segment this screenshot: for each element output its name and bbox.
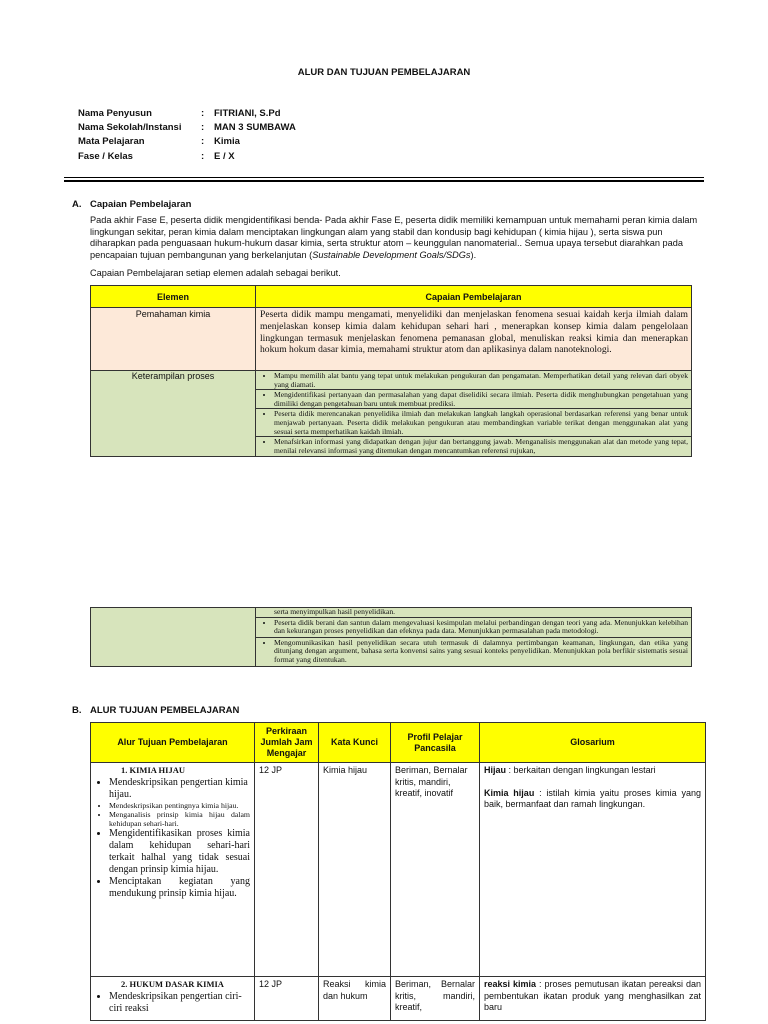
cp-table [90,285,692,457]
meta-label: Nama Penyusun [78,108,152,119]
atp-goal-item: • Mendeskripsikan pengertian kimia hijau. [109,777,250,801]
cp-table-continued [90,607,692,667]
atp-header-hours: Perkiraan Jumlah Jam Mengajar [255,723,319,763]
section-number: B. [72,705,82,716]
meta-colon: : [201,136,205,147]
atp-goal-item: • Menciptakan kegiatan yang mendukung prinsip kimia hijau. [109,876,250,900]
section-number: A. [72,199,82,210]
atp-goal-cell [91,977,255,1021]
atp-goal-item: • Mendeskripsikan pentingnya kimia hijau. [109,801,250,810]
achievement-cell [256,390,692,409]
table-row [91,763,706,977]
meta-colon: : [201,108,205,119]
cp-header-achievement: Capaian Pembelajaran [256,286,692,308]
atp-goal-cell [91,763,255,977]
achievement-item: • Menafsirkan informasi yang didapatkan dengan jujur dan bertanggung jawab. Menganalisis menggunakan alat dan metode yang tepat, menilai relevansi informasi yang ditemukan dengan mencantumkan referensi rujukan, [274,438,688,455]
achievement-continuation: serta menyimpulkan hasil penyelidikan. [256,608,692,618]
element-cell: Keterampilan proses [91,371,256,390]
atp-glossary-cell [480,977,706,1021]
divider [64,180,704,182]
atp-topic-heading: 1. KIMIA HIJAU [121,765,185,775]
achievement-cell: Peserta didik mampu mengamati, menyelidiki dan menjelaskan fenomena sesuai kaidah kerja ilmiah dalam menjelaskan konsep kimia dalam kehidupan sehari hari , menerapkan konsep kimia dalam pengelolaan lingkungan termasuk menjelaskan fenomena pemanasan global, menuliskan reaksi kimia dan menerapkan hokum hokum dasar kimia, memahami struktur atom dan aplikasinya dalam nanoteknologi. [256,308,692,371]
achievement-cell [256,371,692,390]
glossary-entry [484,765,701,777]
atp-header-keyword: Kata Kunci [319,723,391,763]
section-b-heading [72,705,472,717]
cp-paragraph [90,215,704,261]
atp-header-profile: Profil Pelajar Pancasila [391,723,480,763]
glossary-term: reaksi kimia [484,979,537,989]
glossary-definition: : proses pemutusan ikatan pereaksi dan pembentukan ikatan produk yang menghasilkan zat baru [484,979,701,1012]
atp-table [90,722,706,1021]
atp-goal-item: • Mengidentifikasikan proses kimia dalam kehidupan sehari-hari terkait halhal yang tidak sesuai dengan prinsip kimia hijau. [109,828,250,876]
achievement-cell [256,637,692,666]
atp-goal-item: • Menganalisis prinsip kimia hijau dalam kehidupan sehari-hari. [109,810,250,828]
table-row [91,977,706,1021]
atp-glossary-cell [480,763,706,977]
achievement-cell [256,617,692,637]
atp-hours-cell: 12 JP [255,977,319,1021]
cp-intro: Capaian Pembelajaran setiap elemen adalah sebagai berikut. [90,268,341,278]
atp-topic-heading: 2. HUKUM DASAR KIMIA [121,979,224,989]
cp-paragraph-italic: Sustainable Development Goals/SDGs [312,249,471,260]
atp-header-glossary: Glosarium [480,723,706,763]
achievement-item: • Mampu memilih alat bantu yang tepat untuk melakukan pengukuran dan pengamatan. Memperhatikan detail yang relevan dari obyek yang diamati. [274,372,688,389]
meta-value: FITRIANI, S.Pd [214,108,281,119]
meta-label: Mata Pelajaran [78,136,145,147]
meta-colon: : [201,122,205,133]
meta-value: Kimia [214,136,240,147]
cp-header-element: Elemen [91,286,256,308]
meta-value: MAN 3 SUMBAWA [214,122,296,133]
achievement-item: • Mengidentifikasi pertanyaan dan permasalahan yang dapat diselidiki secara ilmiah. Peserta didik menghubungkan pengetahuan yang dimiliki dengan pengetahuan baru untuk membuat prediksi. [274,391,688,408]
achievement-item: • Peserta didik berani dan santun dalam mengevaluasi kesimpulan melalui perbandingan dengan teori yang ada. Menunjukkan kelebihan dan kekurangan proses penyelidikan dan efeknya pada data. Menunjukkan permasalahan pada metodologi. [274,619,688,636]
atp-header-goal: Alur Tujuan Pembelajaran [91,723,255,763]
glossary-term: Hijau [484,765,507,775]
meta-label: Fase / Kelas [78,151,133,162]
achievement-item: • Peserta didik merencanakan penyelidika ilmiah dan melakukan langkah langkah operasional berdasarkan referensi yang benar untuk menjawab pertanyaan. Peserta didik melakukan pengukuran atau membandingkan variable terikat dengan menggunakan alat yang sesuai serta memperhatikan kaidah ilmiah. [274,410,688,436]
glossary-definition: : berkaitan dengan lingkungan lestari [506,765,656,775]
atp-keyword-cell: Reaksi kimia dan hukum [319,977,391,1021]
cp-paragraph-text: Pada akhir Fase E, peserta didik mengidentifikasi benda- Pada akhir Fase E, peserta didik memiliki kemampuan untuk memahami peran kimia dalam lingkungan sekitar, peran kimia dalam menciptakan lingkungan alam yang stabil dan kondusip bagi kehidupan ( kimia hijau ), serta siswa pun diharapkan pada penguasaan hukum-hukum dasar kimia, serta struktur atom – keunggulan nanomaterial.. Semua upaya tersebut diarahkan pada pencapaian tujuan pembangunan yang berkelanjutan ( [90,215,698,260]
section-title: Capaian Pembelajaran [90,199,192,210]
glossary-entry [484,788,701,811]
section-title: ALUR TUJUAN PEMBELAJARAN [90,705,240,716]
atp-profile-cell: Beriman, Bernalar kritis, mandiri, kreatif, inovatif [391,763,480,977]
atp-keyword-cell: Kimia hijau [319,763,391,977]
section-a-heading [72,199,372,211]
achievement-cell [256,409,692,437]
glossary-definition: : istilah kimia yaitu proses kimia yang baik, bermanfaat dan ramah lingkungan. [484,787,702,809]
meta-value: E / X [214,151,235,162]
atp-profile-cell: Beriman, Bernalar kritis, mandiri, kreatif, [391,977,480,1021]
meta-label: Nama Sekolah/Instansi [78,122,182,133]
divider [64,177,704,178]
glossary-entry [484,979,701,1014]
achievement-cell [256,437,692,457]
atp-hours-cell: 12 JP [255,763,319,977]
achievement-item: • Mengomunikasikan hasil penyelidikan secara utuh termasuk di dalamnya pertimbangan keamanan, lingkungan, dan etika yang ditunjang dengan argument, bahasa serta konvensi sains yang sesuai konteks penyelidikan. Menunjukkan pola berfikir sistematis sesuai format yang ditentukan. [274,639,688,665]
meta-colon: : [201,151,205,162]
glossary-term: Kimia hijau [484,787,535,798]
cp-paragraph-end: ). [470,249,477,260]
document-title: ALUR DAN TUJUAN PEMBELAJARAN [297,67,471,78]
atp-goal-item: • Mendeskripsikan pengertian ciri-ciri reaksi [109,991,250,1015]
element-cell: Pemahaman kimia [91,308,256,371]
